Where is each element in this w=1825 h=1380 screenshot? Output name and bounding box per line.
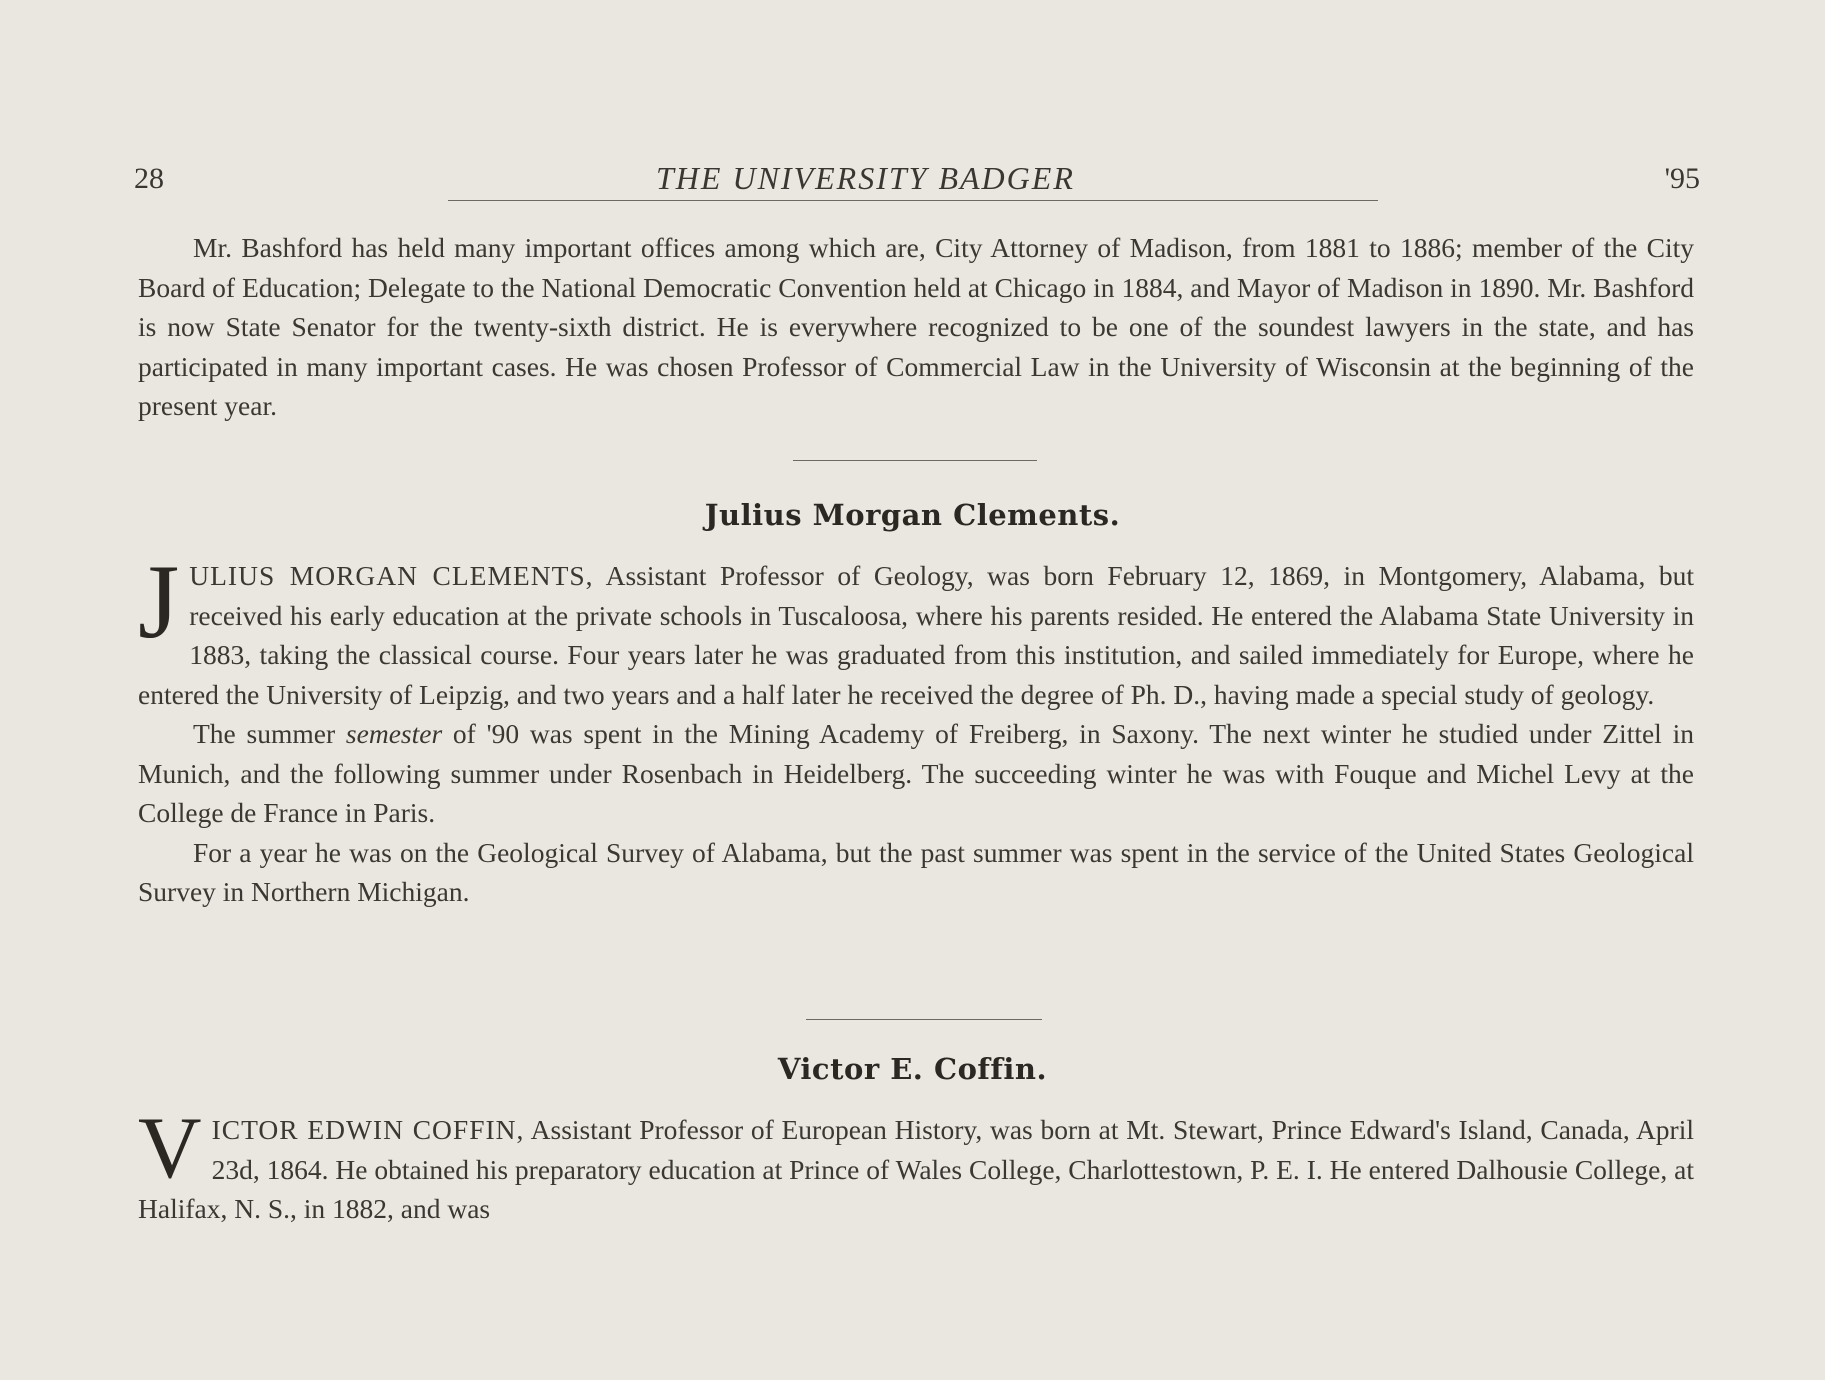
clements-paragraph-2: [138, 714, 1694, 833]
intro-section: [138, 228, 1694, 426]
clements-paragraph-1-text: Assistant Professor of Geology, was born February 12, 1869, in Montgomery, Alabama, but received his early education at the private schools in Tuscaloosa, where his parents resided. He entered the Alabama State University in 1883, taking the classical course. Four years later he was graduated from this institution, and sailed immediately for Europe, where he entered the University of Leipzig, and two years and a half later he received the degree of Ph. D., having made a special study of geology.: [138, 560, 1694, 710]
clements-lead: ULIUS MORGAN CLEMENTS,: [189, 560, 594, 591]
clements-paragraph-3: For a year he was on the Geological Survey of Alabama, but the past summer was spent in the service of the United States Geological Survey in Northern Michigan.: [138, 836, 1694, 907]
clements-p2-italic: semester: [345, 718, 443, 749]
header-year: '95: [1664, 162, 1700, 195]
coffin-section: [138, 1100, 1694, 1229]
section-divider: [793, 460, 1037, 461]
clements-paragraph-1: [138, 543, 1694, 714]
clements-section: [138, 543, 1694, 912]
intro-paragraph: Mr. Bashford has held many important offices among which are, City Attorney of Madison, from 1881 to 1886; member of the City Board of Education; Delegate to the National Democratic Convention held at Chicago in 1884, and Mayor of Madison in 1890. Mr. Bashford is now State Senator for the twenty-sixth district. He is everywhere recognized to be one of the soundest lawyers in the state, and has participated in many important cases. He was chosen Professor of Commercial Law in the University of Wisconsin at the beginning of the present year.: [138, 232, 1694, 421]
page-header: [134, 158, 1700, 204]
coffin-paragraph-1-text: Assistant Professor of European History, was born at Mt. Stewart, Prince Edward's Island, Canada, April 23d, 1864. He obtained his preparatory education at Prince of Wales College, Charlottestown, P. E. I. He entered Dalhousie College, at Halifax, N. S., in 1882, and was: [138, 1114, 1694, 1224]
coffin-heading: Victor E. Coffin.: [777, 1052, 1048, 1086]
coffin-dropcap: V: [138, 1100, 202, 1197]
clements-p2-before: The summer: [193, 718, 346, 749]
header-rule: [448, 200, 1378, 201]
coffin-lead: ICTOR EDWIN COFFIN,: [211, 1114, 525, 1145]
clements-heading: Julius Morgan Clements.: [704, 498, 1121, 532]
clements-p2-after: of '90 was spent in the Mining Academy of Freiberg, in Saxony. The next winter he studied under Zittel in Munich, and the following summer under Rosenbach in Heidelberg. The succeeding winter he was with Fouque and Michel Levy at the College de France in Paris.: [138, 718, 1694, 828]
running-title: THE UNIVERSITY BADGER: [656, 160, 1075, 196]
coffin-paragraph-1: [138, 1100, 1694, 1229]
section-divider: [806, 1019, 1042, 1020]
clements-dropcap: J: [138, 543, 180, 660]
page-number: 28: [134, 162, 164, 195]
